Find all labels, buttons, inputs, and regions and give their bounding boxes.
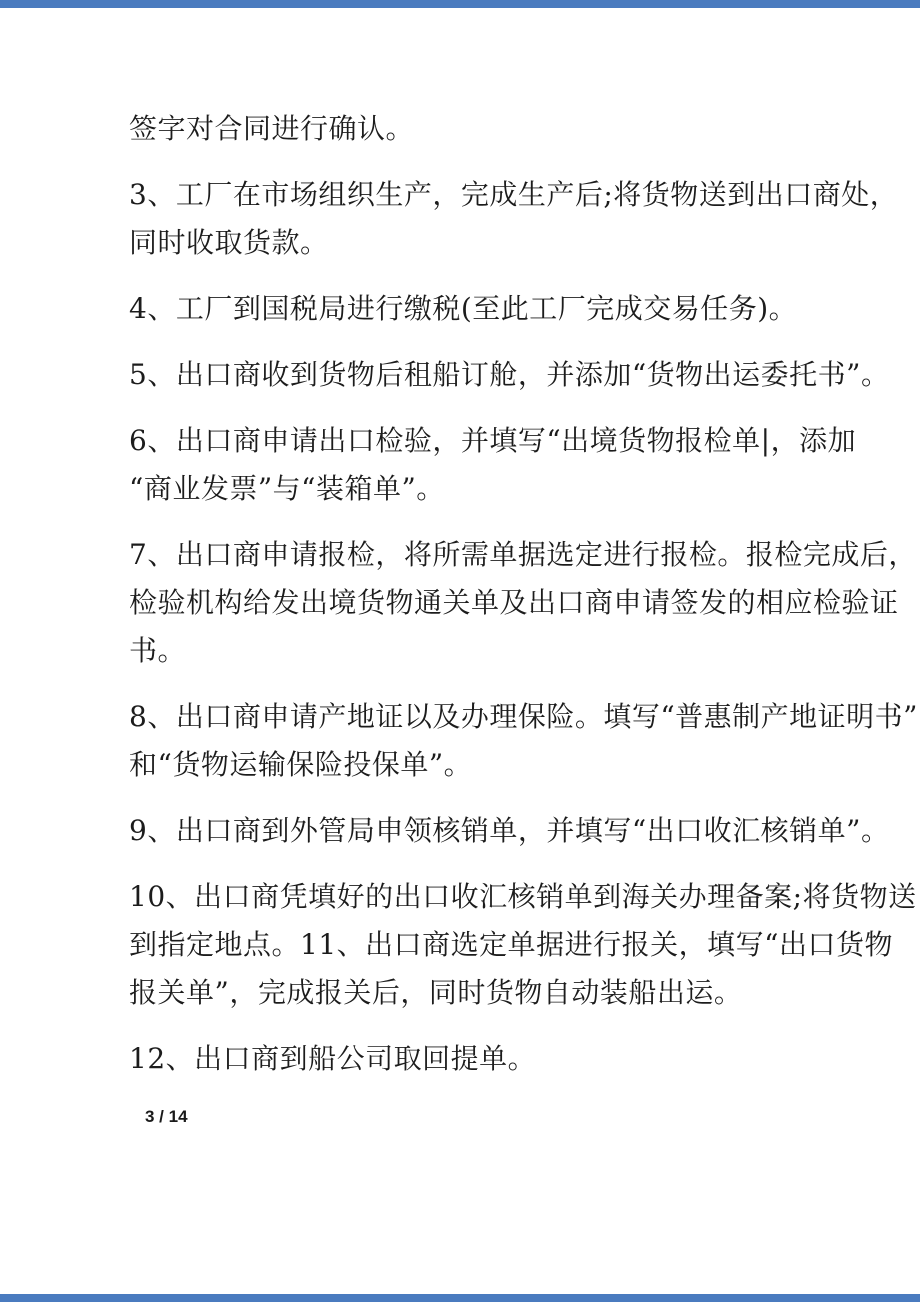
text-line: 4、工厂到国税局进行缴税(至此工厂完成交易任务)。: [129, 292, 798, 325]
paragraph: [129, 1035, 830, 1083]
text-line: “商业发票”与“装箱单”。: [129, 472, 445, 505]
paragraph: [129, 351, 890, 399]
text-line: 和“货物运输保险投保单”。: [129, 748, 473, 781]
text-line: 10、出口商凭填好的出口收汇核销单到海关办理备案;将货物送: [129, 880, 917, 913]
text-line: 签字对合同进行确认。: [129, 112, 415, 145]
page-number: 3 / 14: [145, 1107, 188, 1126]
document-body: [129, 105, 918, 1127]
text-line: 5、出口商收到货物后租船订舱，并添加“货物出运委托书”。: [129, 358, 890, 391]
paragraph: [129, 171, 899, 267]
text-line: 8、出口商申请产地证以及办理保险。填写“普惠制产地证明书”: [129, 700, 918, 733]
text-line: 7、出口商申请报检，将所需单据选定进行报检。报检完成后，: [129, 538, 917, 571]
page-edge-top-bar: [0, 0, 920, 8]
text-line: 到指定地点。11、出口商选定单据进行报关，填写“出口货物: [129, 928, 893, 961]
paragraph: [129, 285, 830, 333]
paragraph: [129, 531, 917, 675]
text-line: 6、出口商申请出口检验，并填写“出境货物报检单|，添加: [129, 424, 857, 457]
text-line: 检验机构给发出境货物通关单及出口商申请签发的相应检验证: [129, 586, 899, 619]
text-line: 9、出口商到外管局申领核销单，并填写“出口收汇核销单”。: [129, 814, 890, 847]
paragraph: [129, 873, 917, 1017]
paragraph: [129, 417, 857, 513]
text-line: 12、出口商到船公司取回提单。: [129, 1042, 537, 1075]
page-edge-bottom-bar: [0, 1294, 920, 1302]
text-line: 书。: [129, 634, 187, 667]
paragraph: [129, 807, 890, 855]
text-line: 3、工厂在市场组织生产，完成生产后;将货物送到出口商处，: [129, 178, 899, 211]
text-line: 同时收取货款。: [129, 226, 329, 259]
paragraph: [129, 693, 918, 789]
paragraph: [129, 105, 830, 153]
text-line: 报关单”，完成报关后，同时货物自动装船出运。: [129, 976, 743, 1009]
